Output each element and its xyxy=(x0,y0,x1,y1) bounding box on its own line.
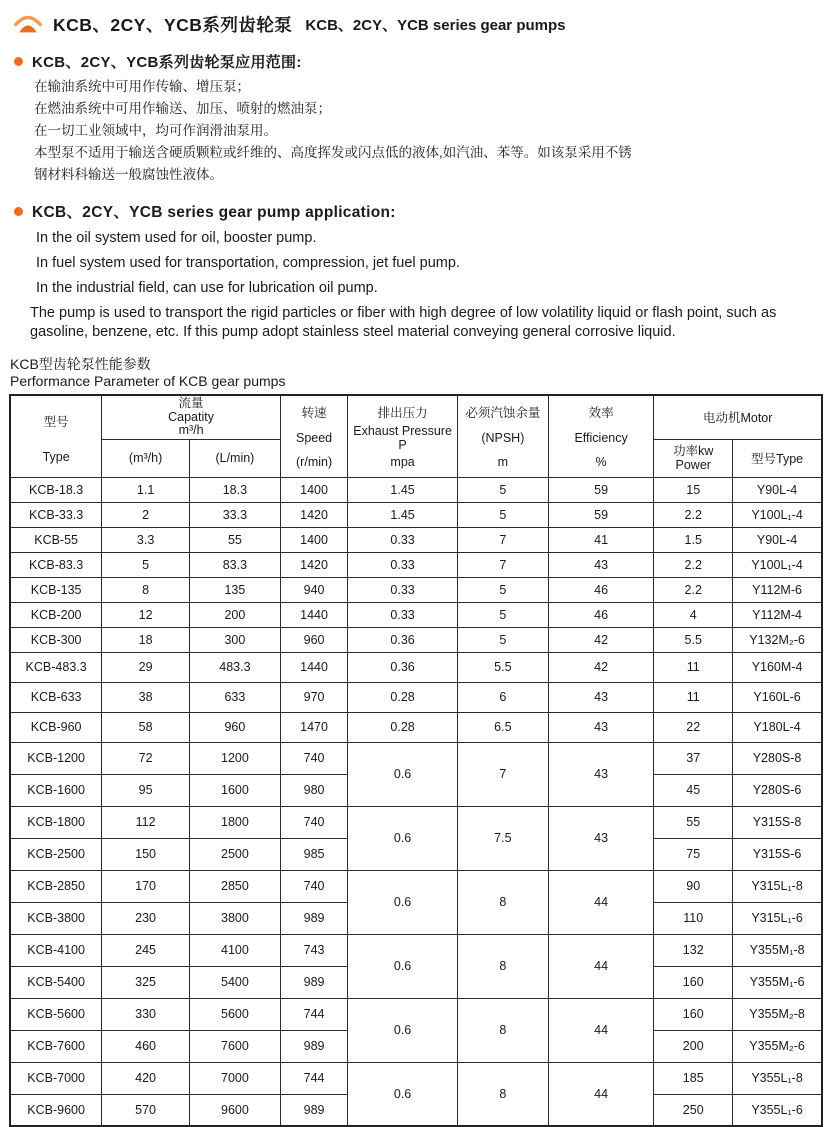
cell-model: KCB-2850 xyxy=(10,870,102,902)
cell-npsh: 5 xyxy=(457,477,548,502)
cell-model: KCB-5400 xyxy=(10,966,102,998)
cell-efficiency: 59 xyxy=(548,502,654,527)
cell-capacity-m3h: 325 xyxy=(102,966,190,998)
header-efficiency xyxy=(548,395,654,477)
cell-npsh: 7 xyxy=(457,742,548,806)
cell-npsh: 8 xyxy=(457,870,548,934)
header-motor-type: 型号Type xyxy=(733,439,822,477)
cell-capacity-m3h: 38 xyxy=(102,682,190,712)
cell-power: 90 xyxy=(654,870,733,902)
cell-power: 11 xyxy=(654,682,733,712)
header-model-en: Type xyxy=(42,450,70,465)
cell-capacity-lmin: 33.3 xyxy=(189,502,280,527)
bullet-icon xyxy=(14,207,23,216)
cell-pressure: 0.6 xyxy=(348,742,458,806)
zh-line: 钢材料科输送一般腐蚀性液体。 xyxy=(34,167,223,182)
cell-model: KCB-1200 xyxy=(10,742,102,774)
cell-npsh: 8 xyxy=(457,934,548,998)
table-body xyxy=(10,477,822,1126)
cell-capacity-m3h: 570 xyxy=(102,1094,190,1126)
cell-efficiency: 43 xyxy=(548,682,654,712)
cell-capacity-m3h: 170 xyxy=(102,870,190,902)
table-header xyxy=(10,395,822,477)
header-npsh-zh: 必须汽蚀余量 xyxy=(465,406,541,421)
header-efficiency-en: Efficiency xyxy=(574,431,628,446)
cell-motor-type: Y132M₂-6 xyxy=(733,627,822,652)
cell-pressure: 0.36 xyxy=(348,652,458,682)
cell-capacity-m3h: 460 xyxy=(102,1030,190,1062)
cell-model: KCB-483.3 xyxy=(10,652,102,682)
header-model-zh: 型号 xyxy=(43,415,69,430)
cell-pressure: 0.6 xyxy=(348,870,458,934)
cell-speed: 1440 xyxy=(280,602,347,627)
cell-pressure: 0.33 xyxy=(348,602,458,627)
cell-capacity-m3h: 72 xyxy=(102,742,190,774)
table-row xyxy=(10,806,822,838)
cell-npsh: 7 xyxy=(457,552,548,577)
table-row xyxy=(10,742,822,774)
cell-efficiency: 43 xyxy=(548,742,654,806)
cell-npsh: 7.5 xyxy=(457,806,548,870)
cell-capacity-m3h: 245 xyxy=(102,934,190,966)
cell-capacity-lmin: 2500 xyxy=(189,838,280,870)
cell-capacity-lmin: 7600 xyxy=(189,1030,280,1062)
cell-pressure: 0.28 xyxy=(348,712,458,742)
cell-npsh: 7 xyxy=(457,527,548,552)
cell-motor-type: Y315S-6 xyxy=(733,838,822,870)
section-heading-zh xyxy=(14,51,822,72)
cell-npsh: 5 xyxy=(457,627,548,652)
cell-power: 4 xyxy=(654,602,733,627)
cell-power: 11 xyxy=(654,652,733,682)
cell-motor-type: Y355L₁-8 xyxy=(733,1062,822,1094)
header-motor-power xyxy=(654,439,733,477)
table-row xyxy=(10,712,822,742)
application-zh-lines xyxy=(34,76,822,186)
cell-efficiency: 41 xyxy=(548,527,654,552)
cell-capacity-lmin: 483.3 xyxy=(189,652,280,682)
cell-efficiency: 59 xyxy=(548,477,654,502)
cell-power: 75 xyxy=(654,838,733,870)
section-heading-en xyxy=(14,200,822,222)
en-line: In the industrial field, can use for lubrication oil pump. xyxy=(36,280,378,296)
cell-capacity-m3h: 230 xyxy=(102,902,190,934)
cell-npsh: 6.5 xyxy=(457,712,548,742)
cell-capacity-lmin: 200 xyxy=(189,602,280,627)
cell-power: 5.5 xyxy=(654,627,733,652)
cell-pressure: 1.45 xyxy=(348,502,458,527)
table-row xyxy=(10,934,822,966)
cell-model: KCB-18.3 xyxy=(10,477,102,502)
header-efficiency-zh: 效率 xyxy=(588,406,614,421)
cell-capacity-m3h: 330 xyxy=(102,998,190,1030)
cell-model: KCB-83.3 xyxy=(10,552,102,577)
cell-pressure: 0.6 xyxy=(348,806,458,870)
table-row xyxy=(10,1062,822,1094)
header-speed xyxy=(280,395,347,477)
cell-efficiency: 44 xyxy=(548,870,654,934)
cell-model: KCB-55 xyxy=(10,527,102,552)
application-en-lines xyxy=(36,226,822,301)
cell-speed: 960 xyxy=(280,627,347,652)
cell-capacity-lmin: 9600 xyxy=(189,1094,280,1126)
cell-capacity-m3h: 5 xyxy=(102,552,190,577)
cell-capacity-lmin: 5400 xyxy=(189,966,280,998)
cell-power: 22 xyxy=(654,712,733,742)
header-capacity-lmin: (L/min) xyxy=(189,439,280,477)
cell-power: 2.2 xyxy=(654,552,733,577)
cell-capacity-m3h: 58 xyxy=(102,712,190,742)
table-row xyxy=(10,577,822,602)
cell-motor-type: Y90L-4 xyxy=(733,527,822,552)
cell-speed: 940 xyxy=(280,577,347,602)
cell-capacity-lmin: 18.3 xyxy=(189,477,280,502)
cell-efficiency: 42 xyxy=(548,627,654,652)
cell-speed: 989 xyxy=(280,1094,347,1126)
cell-pressure: 0.6 xyxy=(348,934,458,998)
cell-pressure: 0.33 xyxy=(348,577,458,602)
cell-capacity-m3h: 2 xyxy=(102,502,190,527)
zh-line: 在一切工业领域中，均可作润滑油泵用。 xyxy=(34,123,277,138)
cell-pressure: 0.6 xyxy=(348,998,458,1062)
header-speed-zh: 转速 xyxy=(301,406,327,421)
table-row xyxy=(10,477,822,502)
cell-speed: 970 xyxy=(280,682,347,712)
cell-speed: 740 xyxy=(280,742,347,774)
cell-motor-type: Y355M₂-6 xyxy=(733,1030,822,1062)
cell-model: KCB-633 xyxy=(10,682,102,712)
cell-motor-type: Y100L₁-4 xyxy=(733,502,822,527)
en-line: In fuel system used for transportation, compression, jet fuel pump. xyxy=(36,255,460,271)
cell-motor-type: Y355M₁-6 xyxy=(733,966,822,998)
table-row xyxy=(10,627,822,652)
cell-capacity-lmin: 3800 xyxy=(189,902,280,934)
cell-npsh: 8 xyxy=(457,998,548,1062)
cell-efficiency: 43 xyxy=(548,552,654,577)
cell-model: KCB-300 xyxy=(10,627,102,652)
zh-line: 在输油系统中可用作传输、增压泵； xyxy=(34,79,250,94)
cell-efficiency: 43 xyxy=(548,806,654,870)
cell-capacity-lmin: 1800 xyxy=(189,806,280,838)
header-npsh-unit: m xyxy=(497,455,509,470)
cell-motor-type: Y100L₁-4 xyxy=(733,552,822,577)
cell-motor-type: Y315S-8 xyxy=(733,806,822,838)
cell-model: KCB-9600 xyxy=(10,1094,102,1126)
cell-pressure: 1.45 xyxy=(348,477,458,502)
bullet-icon xyxy=(14,57,23,66)
cell-npsh: 5 xyxy=(457,577,548,602)
cell-speed: 989 xyxy=(280,1030,347,1062)
cell-motor-type: Y112M-4 xyxy=(733,602,822,627)
cell-capacity-lmin: 300 xyxy=(189,627,280,652)
cell-capacity-m3h: 1.1 xyxy=(102,477,190,502)
table-row xyxy=(10,652,822,682)
header-speed-unit: (r/min) xyxy=(296,455,333,470)
cell-capacity-lmin: 55 xyxy=(189,527,280,552)
cell-speed: 1400 xyxy=(280,527,347,552)
zh-line: 本型泵不适用于输送含硬质颗粒或纤维的、高度挥发或闪点低的液体,如汽油、苯等。如该泵采用不锈 xyxy=(34,145,632,160)
cell-power: 2.2 xyxy=(654,577,733,602)
table-row xyxy=(10,502,822,527)
performance-table xyxy=(9,394,823,1127)
header-capacity-zh: 流量 xyxy=(178,396,204,410)
cell-speed: 1440 xyxy=(280,652,347,682)
cell-power: 37 xyxy=(654,742,733,774)
table-row xyxy=(10,998,822,1030)
cell-capacity-m3h: 29 xyxy=(102,652,190,682)
cell-speed: 744 xyxy=(280,1062,347,1094)
en-line: In the oil system used for oil, booster pump. xyxy=(36,230,317,246)
cell-efficiency: 43 xyxy=(548,712,654,742)
cell-model: KCB-1600 xyxy=(10,774,102,806)
cell-model: KCB-4100 xyxy=(10,934,102,966)
cell-speed: 989 xyxy=(280,902,347,934)
header-pressure xyxy=(348,395,458,477)
cell-capacity-lmin: 7000 xyxy=(189,1062,280,1094)
cell-speed: 1470 xyxy=(280,712,347,742)
cell-model: KCB-1800 xyxy=(10,806,102,838)
cell-power: 15 xyxy=(654,477,733,502)
header-efficiency-unit: % xyxy=(595,455,607,470)
cell-speed: 1420 xyxy=(280,552,347,577)
cell-model: KCB-200 xyxy=(10,602,102,627)
zh-line: 在燃油系统中可用作输送、加压、喷射的燃油泵； xyxy=(34,101,331,116)
page-title-en: KCB、2CY、YCB series gear pumps xyxy=(305,17,566,34)
cell-power: 200 xyxy=(654,1030,733,1062)
header-capacity-m3h: (m³/h) xyxy=(102,439,190,477)
header-motor xyxy=(654,395,822,439)
cell-speed: 740 xyxy=(280,806,347,838)
table-row xyxy=(10,870,822,902)
application-en-paragraph: The pump is used to transport the rigid particles or fiber with high degree of low volatility liquid or flash point, such as gasoline, benzene, etc. If this pump adopt stainless steel material conveying general corrosive liquid. xyxy=(30,305,777,340)
section-heading-zh-text: KCB、2CY、YCB系列齿轮泵应用范围: xyxy=(32,54,302,71)
cell-capacity-m3h: 3.3 xyxy=(102,527,190,552)
cell-motor-type: Y112M-6 xyxy=(733,577,822,602)
header-npsh xyxy=(457,395,548,477)
cell-power: 55 xyxy=(654,806,733,838)
cell-model: KCB-33.3 xyxy=(10,502,102,527)
cell-npsh: 8 xyxy=(457,1062,548,1126)
cell-power: 160 xyxy=(654,966,733,998)
cell-model: KCB-5600 xyxy=(10,998,102,1030)
cell-speed: 740 xyxy=(280,870,347,902)
cell-capacity-lmin: 4100 xyxy=(189,934,280,966)
cell-power: 110 xyxy=(654,902,733,934)
cell-efficiency: 44 xyxy=(548,1062,654,1126)
cell-capacity-m3h: 95 xyxy=(102,774,190,806)
header-capacity-unit: m³/h xyxy=(178,423,204,437)
cell-motor-type: Y160M-4 xyxy=(733,652,822,682)
cell-capacity-lmin: 1200 xyxy=(189,742,280,774)
cell-model: KCB-7000 xyxy=(10,1062,102,1094)
cell-power: 1.5 xyxy=(654,527,733,552)
table-title-zh: KCB型齿轮泵性能参数 xyxy=(10,356,151,372)
cell-capacity-lmin: 83.3 xyxy=(189,552,280,577)
header-npsh-en: (NPSH) xyxy=(481,431,525,446)
cell-speed: 1420 xyxy=(280,502,347,527)
cell-motor-type: Y355M₁-8 xyxy=(733,934,822,966)
cell-capacity-m3h: 420 xyxy=(102,1062,190,1094)
cell-motor-type: Y315L₁-8 xyxy=(733,870,822,902)
cell-efficiency: 42 xyxy=(548,652,654,682)
cell-efficiency: 46 xyxy=(548,602,654,627)
cell-model: KCB-960 xyxy=(10,712,102,742)
header-pressure-unit: mpa xyxy=(390,455,415,470)
cell-power: 185 xyxy=(654,1062,733,1094)
cell-npsh: 5 xyxy=(457,602,548,627)
cell-pressure: 0.33 xyxy=(348,552,458,577)
cell-power: 2.2 xyxy=(654,502,733,527)
table-row xyxy=(10,602,822,627)
cell-speed: 744 xyxy=(280,998,347,1030)
page-title-zh: KCB、2CY、YCB系列齿轮泵 xyxy=(53,15,293,35)
header-motor-power-zh: 功率kw xyxy=(673,444,714,458)
table-title-en: Performance Parameter of KCB gear pumps xyxy=(10,373,286,389)
cell-pressure: 0.6 xyxy=(348,1062,458,1126)
cell-efficiency: 46 xyxy=(548,577,654,602)
cell-npsh: 5.5 xyxy=(457,652,548,682)
cell-pressure: 0.28 xyxy=(348,682,458,712)
cell-capacity-m3h: 12 xyxy=(102,602,190,627)
cell-model: KCB-2500 xyxy=(10,838,102,870)
header-motor-text: 电动机Motor xyxy=(702,411,773,426)
cell-power: 250 xyxy=(654,1094,733,1126)
header-pressure-en: Exhaust Pressure P xyxy=(353,424,452,453)
cell-speed: 980 xyxy=(280,774,347,806)
cell-power: 160 xyxy=(654,998,733,1030)
page-title xyxy=(12,12,822,37)
table-row xyxy=(10,682,822,712)
cell-capacity-m3h: 18 xyxy=(102,627,190,652)
header-pressure-zh: 排出压力 xyxy=(377,406,428,421)
table-row xyxy=(10,527,822,552)
cell-motor-type: Y160L-6 xyxy=(733,682,822,712)
cell-capacity-lmin: 1600 xyxy=(189,774,280,806)
cell-power: 45 xyxy=(654,774,733,806)
cell-motor-type: Y315L₁-6 xyxy=(733,902,822,934)
cell-motor-type: Y180L-4 xyxy=(733,712,822,742)
cell-speed: 743 xyxy=(280,934,347,966)
header-motor-power-en: Power xyxy=(675,458,711,472)
section-heading-en-text: KCB、2CY、YCB series gear pump application: xyxy=(32,204,396,221)
cell-model: KCB-135 xyxy=(10,577,102,602)
header-speed-en: Speed xyxy=(295,431,333,446)
cell-pressure: 0.33 xyxy=(348,527,458,552)
cell-model: KCB-7600 xyxy=(10,1030,102,1062)
table-row xyxy=(10,552,822,577)
cell-capacity-m3h: 8 xyxy=(102,577,190,602)
cell-capacity-lmin: 960 xyxy=(189,712,280,742)
cell-capacity-m3h: 150 xyxy=(102,838,190,870)
cell-speed: 989 xyxy=(280,966,347,998)
cell-motor-type: Y355L₁-6 xyxy=(733,1094,822,1126)
cell-pressure: 0.36 xyxy=(348,627,458,652)
cell-capacity-m3h: 112 xyxy=(102,806,190,838)
cell-motor-type: Y355M₂-8 xyxy=(733,998,822,1030)
header-capacity-en: Capatity xyxy=(168,409,214,424)
cell-capacity-lmin: 2850 xyxy=(189,870,280,902)
header-capacity xyxy=(102,395,281,439)
cell-power: 132 xyxy=(654,934,733,966)
cell-npsh: 5 xyxy=(457,502,548,527)
cell-motor-type: Y280S-6 xyxy=(733,774,822,806)
cell-capacity-lmin: 5600 xyxy=(189,998,280,1030)
header-model xyxy=(10,395,102,477)
cell-speed: 1400 xyxy=(280,477,347,502)
cell-capacity-lmin: 633 xyxy=(189,682,280,712)
brand-logo-icon xyxy=(12,14,44,35)
cell-speed: 985 xyxy=(280,838,347,870)
cell-model: KCB-3800 xyxy=(10,902,102,934)
cell-npsh: 6 xyxy=(457,682,548,712)
cell-capacity-lmin: 135 xyxy=(189,577,280,602)
cell-motor-type: Y280S-8 xyxy=(733,742,822,774)
cell-efficiency: 44 xyxy=(548,998,654,1062)
cell-efficiency: 44 xyxy=(548,934,654,998)
cell-motor-type: Y90L-4 xyxy=(733,477,822,502)
